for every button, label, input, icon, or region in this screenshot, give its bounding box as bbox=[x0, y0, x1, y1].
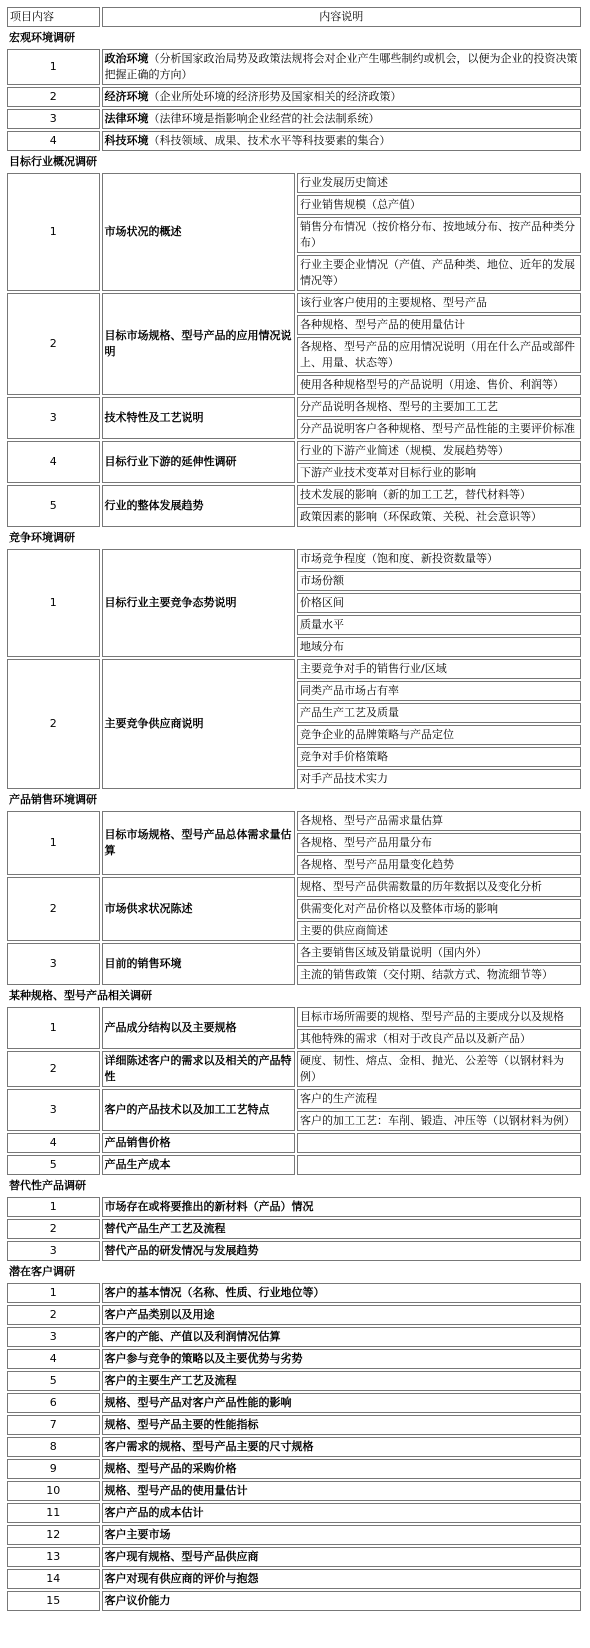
item-number: 8 bbox=[7, 1437, 100, 1457]
item-label: 客户的产品技术以及加工工艺特点 bbox=[102, 1089, 296, 1131]
item-row bbox=[7, 1503, 581, 1523]
detail-cell: 质量水平 bbox=[297, 615, 581, 635]
item-row bbox=[7, 1437, 581, 1457]
item-row bbox=[7, 441, 581, 461]
item-number: 5 bbox=[7, 485, 100, 527]
item-row bbox=[7, 1481, 581, 1501]
item-row bbox=[7, 1051, 581, 1087]
section-row bbox=[7, 153, 581, 171]
item-label: 规格、型号产品主要的性能指标 bbox=[102, 1415, 581, 1435]
detail-cell: 行业的下游产业简述（规模、发展趋势等） bbox=[297, 441, 581, 461]
item-number: 10 bbox=[7, 1481, 100, 1501]
item-row bbox=[7, 1197, 581, 1217]
item-number: 6 bbox=[7, 1393, 100, 1413]
item-label: 目前的销售环境 bbox=[102, 943, 296, 985]
detail-cell: 主要的供应商简述 bbox=[297, 921, 581, 941]
detail-cell: 行业主要企业情况（产值、产品种类、地位、近年的发展情况等） bbox=[297, 255, 581, 291]
item-description: （科技领域、成果、技术水平等科技要素的集合） bbox=[148, 134, 391, 147]
detail-cell bbox=[297, 1133, 581, 1153]
item-number: 2 bbox=[7, 87, 100, 107]
item-row bbox=[7, 1525, 581, 1545]
item-label: 客户的产能、产值以及利润情况估算 bbox=[102, 1327, 581, 1347]
item-label: 规格、型号产品对客户产品性能的影响 bbox=[102, 1393, 581, 1413]
item-number: 1 bbox=[7, 811, 100, 875]
item-row bbox=[7, 943, 581, 963]
item-label: 客户现有规格、型号产品供应商 bbox=[102, 1547, 581, 1567]
section-row bbox=[7, 1177, 581, 1195]
item-row bbox=[7, 173, 581, 193]
item-number: 12 bbox=[7, 1525, 100, 1545]
detail-cell: 技术发展的影响（新的加工工艺，替代材料等） bbox=[297, 485, 581, 505]
item-row bbox=[7, 877, 581, 897]
detail-cell: 销售分布情况（按价格分布、按地域分布、按产品种类分布） bbox=[297, 217, 581, 253]
item-label: 技术特性及工艺说明 bbox=[102, 397, 296, 439]
item-number: 3 bbox=[7, 1089, 100, 1131]
item-label: 客户产品类别以及用途 bbox=[102, 1305, 581, 1325]
section-row bbox=[7, 791, 581, 809]
detail-cell: 客户的加工工艺：车削、锻造、冲压等（以钢材料为例） bbox=[297, 1111, 581, 1131]
item-row bbox=[7, 49, 581, 85]
detail-cell: 对手产品技术实力 bbox=[297, 769, 581, 789]
detail-cell: 各规格、型号产品的应用情况说明（用在什么产品或部件上、用量、状态等） bbox=[297, 337, 581, 373]
item-content bbox=[102, 49, 581, 85]
item-label: 目标行业下游的延伸性调研 bbox=[102, 441, 296, 483]
item-number: 2 bbox=[7, 1219, 100, 1239]
item-number: 3 bbox=[7, 397, 100, 439]
item-number: 2 bbox=[7, 1305, 100, 1325]
detail-cell: 其他特殊的需求（相对于改良产品以及新产品） bbox=[297, 1029, 581, 1049]
detail-cell: 各规格、型号产品用量变化趋势 bbox=[297, 855, 581, 875]
item-number: 9 bbox=[7, 1459, 100, 1479]
detail-cell: 地域分布 bbox=[297, 637, 581, 657]
item-number: 1 bbox=[7, 1197, 100, 1217]
item-row bbox=[7, 1007, 581, 1027]
item-row bbox=[7, 1459, 581, 1479]
item-label: 行业的整体发展趋势 bbox=[102, 485, 296, 527]
item-label: 客户主要市场 bbox=[102, 1525, 581, 1545]
item-number: 4 bbox=[7, 1133, 100, 1153]
item-number: 1 bbox=[7, 549, 100, 657]
item-row bbox=[7, 1415, 581, 1435]
detail-cell: 竞争对手价格策略 bbox=[297, 747, 581, 767]
item-row bbox=[7, 1305, 581, 1325]
item-label: 目标行业主要竞争态势说明 bbox=[102, 549, 296, 657]
item-number: 5 bbox=[7, 1371, 100, 1391]
item-row bbox=[7, 1547, 581, 1567]
item-row bbox=[7, 1569, 581, 1589]
section-title: 产品销售环境调研 bbox=[9, 793, 97, 806]
item-number: 3 bbox=[7, 1241, 100, 1261]
research-outline-table bbox=[5, 5, 583, 1613]
item-row bbox=[7, 485, 581, 505]
detail-cell: 主流的销售政策（交付期、结款方式、物流细节等） bbox=[297, 965, 581, 985]
section-title: 宏观环境调研 bbox=[9, 31, 75, 44]
item-row bbox=[7, 1327, 581, 1347]
item-number: 7 bbox=[7, 1415, 100, 1435]
item-number: 2 bbox=[7, 1051, 100, 1087]
item-row bbox=[7, 549, 581, 569]
header-col-desc: 内容说明 bbox=[102, 7, 581, 27]
detail-cell: 市场竞争程度（饱和度、新投资数量等） bbox=[297, 549, 581, 569]
item-label: 产品成分结构以及主要规格 bbox=[102, 1007, 296, 1049]
item-label: 产品生产成本 bbox=[102, 1155, 296, 1175]
detail-cell: 供需变化对产品价格以及整体市场的影响 bbox=[297, 899, 581, 919]
detail-cell: 产品生产工艺及质量 bbox=[297, 703, 581, 723]
item-number: 4 bbox=[7, 1349, 100, 1369]
item-row bbox=[7, 1393, 581, 1413]
item-number: 1 bbox=[7, 1007, 100, 1049]
section-row bbox=[7, 529, 581, 547]
item-label: 目标市场规格、型号产品的应用情况说明 bbox=[102, 293, 296, 395]
document-page bbox=[5, 5, 585, 1613]
item-row bbox=[7, 109, 581, 129]
item-heading: 科技环境 bbox=[104, 134, 149, 147]
item-number: 14 bbox=[7, 1569, 100, 1589]
item-number: 15 bbox=[7, 1591, 100, 1611]
item-label: 目标市场规格、型号产品总体需求量估算 bbox=[102, 811, 296, 875]
item-number: 5 bbox=[7, 1155, 100, 1175]
item-row bbox=[7, 1133, 581, 1153]
item-row bbox=[7, 1371, 581, 1391]
item-number: 11 bbox=[7, 1503, 100, 1523]
item-row bbox=[7, 1349, 581, 1369]
section-row bbox=[7, 987, 581, 1005]
detail-cell: 政策因素的影响（环保政策、关税、社会意识等） bbox=[297, 507, 581, 527]
section-title: 竞争环境调研 bbox=[9, 531, 75, 544]
section-row bbox=[7, 29, 581, 47]
item-row bbox=[7, 1283, 581, 1303]
item-label: 客户参与竞争的策略以及主要优势与劣势 bbox=[102, 1349, 581, 1369]
detail-cell: 各种规格、型号产品的使用量估计 bbox=[297, 315, 581, 335]
detail-cell: 目标市场所需要的规格、型号产品的主要成分以及规格 bbox=[297, 1007, 581, 1027]
item-heading: 政治环境 bbox=[104, 52, 149, 65]
item-row bbox=[7, 659, 581, 679]
item-row bbox=[7, 1591, 581, 1611]
item-heading: 法律环境 bbox=[104, 112, 149, 125]
item-label: 主要竞争供应商说明 bbox=[102, 659, 296, 789]
item-label: 客户产品的成本估计 bbox=[102, 1503, 581, 1523]
item-row bbox=[7, 397, 581, 417]
item-label: 客户对现有供应商的评价与抱怨 bbox=[102, 1569, 581, 1589]
item-label: 客户的主要生产工艺及流程 bbox=[102, 1371, 581, 1391]
item-number: 13 bbox=[7, 1547, 100, 1567]
item-number: 4 bbox=[7, 441, 100, 483]
item-label: 客户议价能力 bbox=[102, 1591, 581, 1611]
item-number: 2 bbox=[7, 659, 100, 789]
item-row bbox=[7, 811, 581, 831]
item-description: （法律环境是指影响企业经营的社会法制系统） bbox=[148, 112, 380, 125]
item-description: （企业所处环境的经济形势及国家相关的经济政策） bbox=[148, 90, 402, 103]
item-label: 替代产品生产工艺及流程 bbox=[102, 1219, 581, 1239]
item-number: 3 bbox=[7, 109, 100, 129]
item-label: 规格、型号产品的采购价格 bbox=[102, 1459, 581, 1479]
detail-cell: 竞争企业的品牌策略与产品定位 bbox=[297, 725, 581, 745]
item-label: 产品销售价格 bbox=[102, 1133, 296, 1153]
detail-cell: 各主要销售区域及销量说明（国内外） bbox=[297, 943, 581, 963]
detail-cell: 规格、型号产品供需数量的历年数据以及变化分析 bbox=[297, 877, 581, 897]
item-label: 客户的基本情况（名称、性质、行业地位等） bbox=[102, 1283, 581, 1303]
item-row bbox=[7, 1155, 581, 1175]
item-label: 市场存在或将要推出的新材料（产品）情况 bbox=[102, 1197, 581, 1217]
header-col-item: 项目内容 bbox=[7, 7, 100, 27]
item-label: 详细陈述客户的需求以及相关的产品特性 bbox=[102, 1051, 296, 1087]
item-row bbox=[7, 1219, 581, 1239]
detail-cell: 各规格、型号产品需求量估算 bbox=[297, 811, 581, 831]
item-content bbox=[102, 87, 581, 107]
item-number: 3 bbox=[7, 943, 100, 985]
detail-cell: 主要竞争对手的销售行业/区域 bbox=[297, 659, 581, 679]
item-row bbox=[7, 131, 581, 151]
item-row bbox=[7, 1241, 581, 1261]
detail-cell: 市场份额 bbox=[297, 571, 581, 591]
item-number: 4 bbox=[7, 131, 100, 151]
item-row bbox=[7, 293, 581, 313]
item-label: 客户需求的规格、型号产品主要的尺寸规格 bbox=[102, 1437, 581, 1457]
item-number: 2 bbox=[7, 293, 100, 395]
section-title: 某种规格、型号产品相关调研 bbox=[9, 989, 152, 1002]
item-content bbox=[102, 109, 581, 129]
item-number: 3 bbox=[7, 1327, 100, 1347]
item-row bbox=[7, 1089, 581, 1109]
item-content bbox=[102, 131, 581, 151]
item-label: 市场供求状况陈述 bbox=[102, 877, 296, 941]
detail-cell: 硬度、韧性、熔点、金相、抛光、公差等（以钢材料为例） bbox=[297, 1051, 581, 1087]
detail-cell: 分产品说明客户各种规格、型号产品性能的主要评价标准 bbox=[297, 419, 581, 439]
item-heading: 经济环境 bbox=[104, 90, 149, 103]
detail-cell: 客户的生产流程 bbox=[297, 1089, 581, 1109]
detail-cell: 使用各种规格型号的产品说明（用途、售价、利润等） bbox=[297, 375, 581, 395]
item-number: 2 bbox=[7, 877, 100, 941]
item-label: 规格、型号产品的使用量估计 bbox=[102, 1481, 581, 1501]
item-number: 1 bbox=[7, 1283, 100, 1303]
section-title: 目标行业概况调研 bbox=[9, 155, 97, 168]
detail-cell: 价格区间 bbox=[297, 593, 581, 613]
header-row bbox=[7, 7, 581, 27]
detail-cell: 行业销售规模（总产值） bbox=[297, 195, 581, 215]
item-row bbox=[7, 87, 581, 107]
section-title: 潜在客户调研 bbox=[9, 1265, 75, 1278]
detail-cell: 各规格、型号产品用量分布 bbox=[297, 833, 581, 853]
item-label: 替代产品的研发情况与发展趋势 bbox=[102, 1241, 581, 1261]
detail-cell: 下游产业技术变革对目标行业的影响 bbox=[297, 463, 581, 483]
item-number: 1 bbox=[7, 173, 100, 291]
detail-cell: 分产品说明各规格、型号的主要加工工艺 bbox=[297, 397, 581, 417]
section-title: 替代性产品调研 bbox=[9, 1179, 86, 1192]
item-number: 1 bbox=[7, 49, 100, 85]
item-label: 市场状况的概述 bbox=[102, 173, 296, 291]
detail-cell: 该行业客户使用的主要规格、型号产品 bbox=[297, 293, 581, 313]
detail-cell bbox=[297, 1155, 581, 1175]
detail-cell: 同类产品市场占有率 bbox=[297, 681, 581, 701]
item-description: （分析国家政治局势及政策法规将会对企业产生哪些制约或机会，以便为企业的投资决策把握正确的方向） bbox=[104, 52, 578, 81]
section-row bbox=[7, 1263, 581, 1281]
detail-cell: 行业发展历史简述 bbox=[297, 173, 581, 193]
